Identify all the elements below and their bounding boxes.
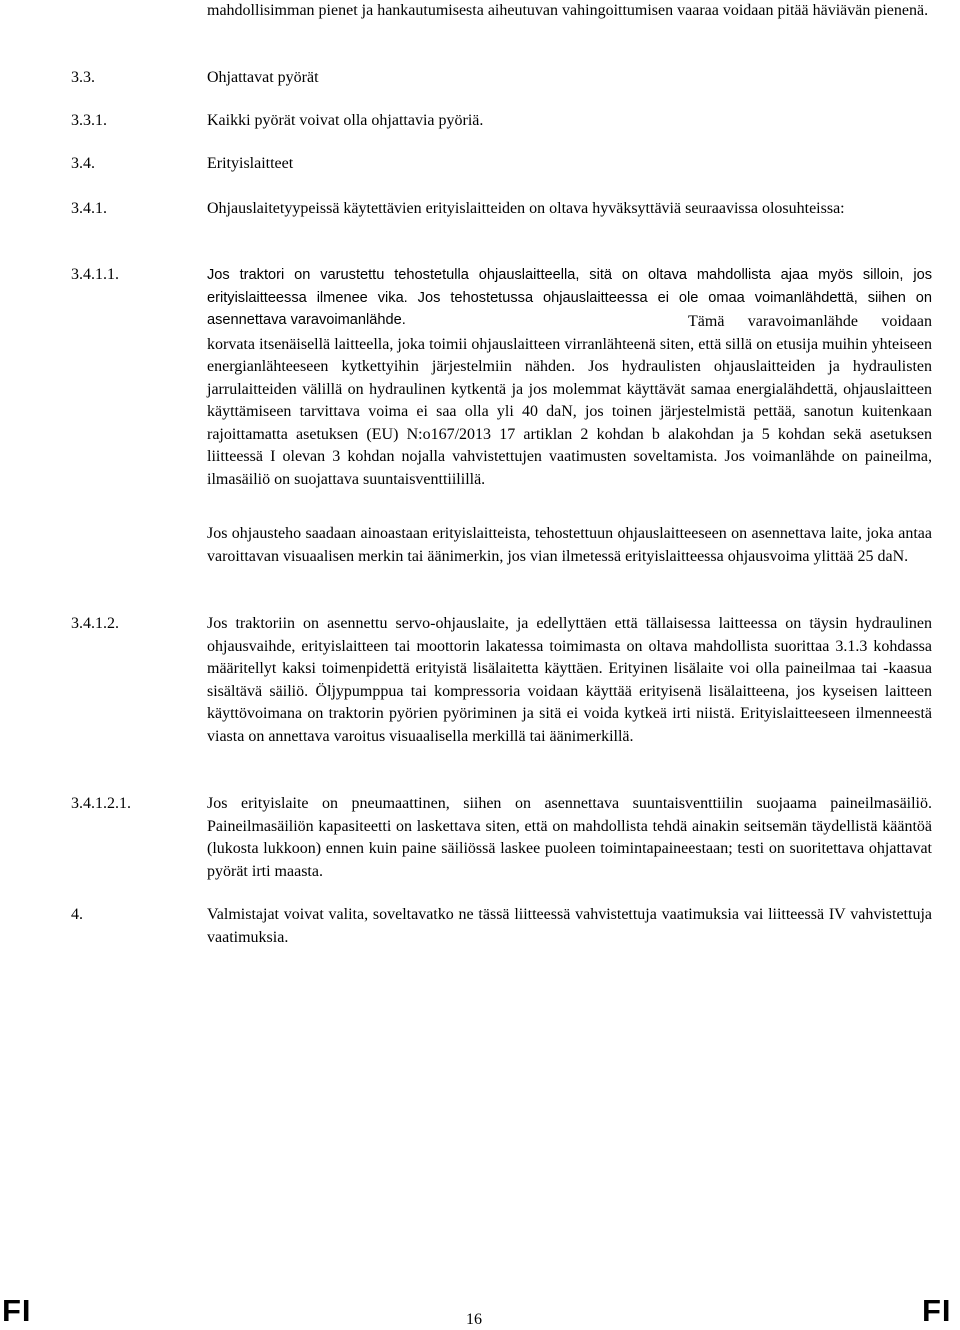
section-number: 3.4.1. [71, 200, 107, 217]
page-number: 16 [466, 1311, 482, 1328]
section-text: Ohjauslaitetyypeissä käytettävien erityislaitteiden on oltava hyväksyttäviä seuraavissa olosuhteissa: [207, 200, 845, 217]
section-number: 3.4.1.1. [71, 266, 119, 283]
intro-text: mahdollisimman pienet ja hankautumisesta aiheutuvan vahingoittumisen vaaraa voidaan pitää häviävän pienenä. [207, 2, 929, 19]
section-text: Kaikki pyörät voivat olla ohjattavia pyöriä. [207, 112, 484, 129]
section-heading: Ohjattavat pyörät [207, 69, 319, 86]
section-number: 3.4.1.2.1. [71, 795, 131, 812]
section-number: 3.4.1.2. [71, 615, 119, 632]
section-text: Jos erityislaite on pneumaattinen, siihen on asennettava suuntaisventtiilin suojaama paineilmasäiliö. Paineilmasäiliön kapasiteetti on laskettava siten, että on mahdollista tehdä ainakin seitsemän täydellistä kääntöä (lukosta lukkoon) ennen kuin paine säiliössä laskee puoleen toimintapaineestaan; testi on suoritettava ohjattavat pyörät irti maasta. [207, 795, 932, 880]
section-number: 4. [71, 906, 83, 923]
section-text: Jos traktoriin on asennettu servo-ohjauslaite, ja edellyttäen että tällaisessa laitteessa on täysin hydraulinen ohjausvaihde, erityislaitteen tai moottorin lakatessa toimimasta on oltava mahdollista suorittaa 3.1.3 kohdassa määritellyt kaksi toimenpidettä erityistä lisälaitetta käyttäen. Erityinen lisälaite voi olla paineilmaa tai -kaasua sisältävä säiliö. Öljypumppua tai kompressoria voidaan käyttää erityisenä lisälaitteena, jos kyseisen laitteen käyttövoimana on traktorin pyörien pyöriminen ja sitä ei voida kytkeä irti niistä. Erityislaitteeseen ilmenneestä viasta on annettava varoitus visuaalisella merkillä tai äänimerkillä. [207, 615, 932, 745]
section-text-part-c: Jos ohjausteho saadaan ainoastaan erityislaitteista, tehostettuun ohjauslaitteeseen on asennettava laite, joka antaa varoittavan visuaalisen merkin tai äänimerkin, jos vian ilmetessä erityislaitteessa ohjausvoima ylittää 25 daN. [207, 525, 932, 565]
section-text-part-b: Tämä varavoimanlähde voidaan korvata itsenäisellä laitteella, joka toimii ohjauslaitteen virranlähteenä siten, että sillä on etusija muihin yhteiseen energianlähteeseen kytkettyihin järjestelmiin nähden. Jos hydraulisten ohjauslaitteiden ja hydraulisten jarrulaitteiden välillä on hydraulinen kytkentä ja jos molemmat käyttävät samaa energialähdettä, ohjauslaitteen käyttämiseen tarvittava voima ei saa olla yli 40 daN, jos toinen järjestelmistä pettää, sanotun kuitenkaan rajoittamatta asetuksen (EU) N:o167/2013 17 artiklan 2 kohdan b alakohdan ja 5 kohdan sekä asetuksen liitteessä I olevan 3 kohdan nojalla vahvistettujen vaatimusten soveltamista. Jos voimanlähde on paineilma, ilmasäiliö on suojattava suuntaisventtiilillä. [207, 313, 932, 488]
section-text-part-a: Jos traktori on varustettu tehostetulla ohjauslaitteella, sitä on oltava mahdollista ajaa myös silloin, jos erityislaitteessa ilmenee vika. Jos tehostetussa ohjauslaitteessa ei ole omaa voimanlähdettä, siihen on asennettava varavoimanlähde. [207, 267, 932, 328]
section-number: 3.4. [71, 155, 95, 172]
footer-language-code-left: FI [2, 1293, 32, 1328]
footer-language-code-right: FI [922, 1293, 952, 1328]
section-number: 3.3.1. [71, 112, 107, 129]
section-text: Valmistajat voivat valita, soveltavatko ne tässä liitteessä vahvistettuja vaatimuksia vai liitteessä IV vahvistettuja vaatimuksia. [207, 906, 932, 946]
section-heading: Erityislaitteet [207, 155, 294, 172]
section-number: 3.3. [71, 69, 95, 86]
